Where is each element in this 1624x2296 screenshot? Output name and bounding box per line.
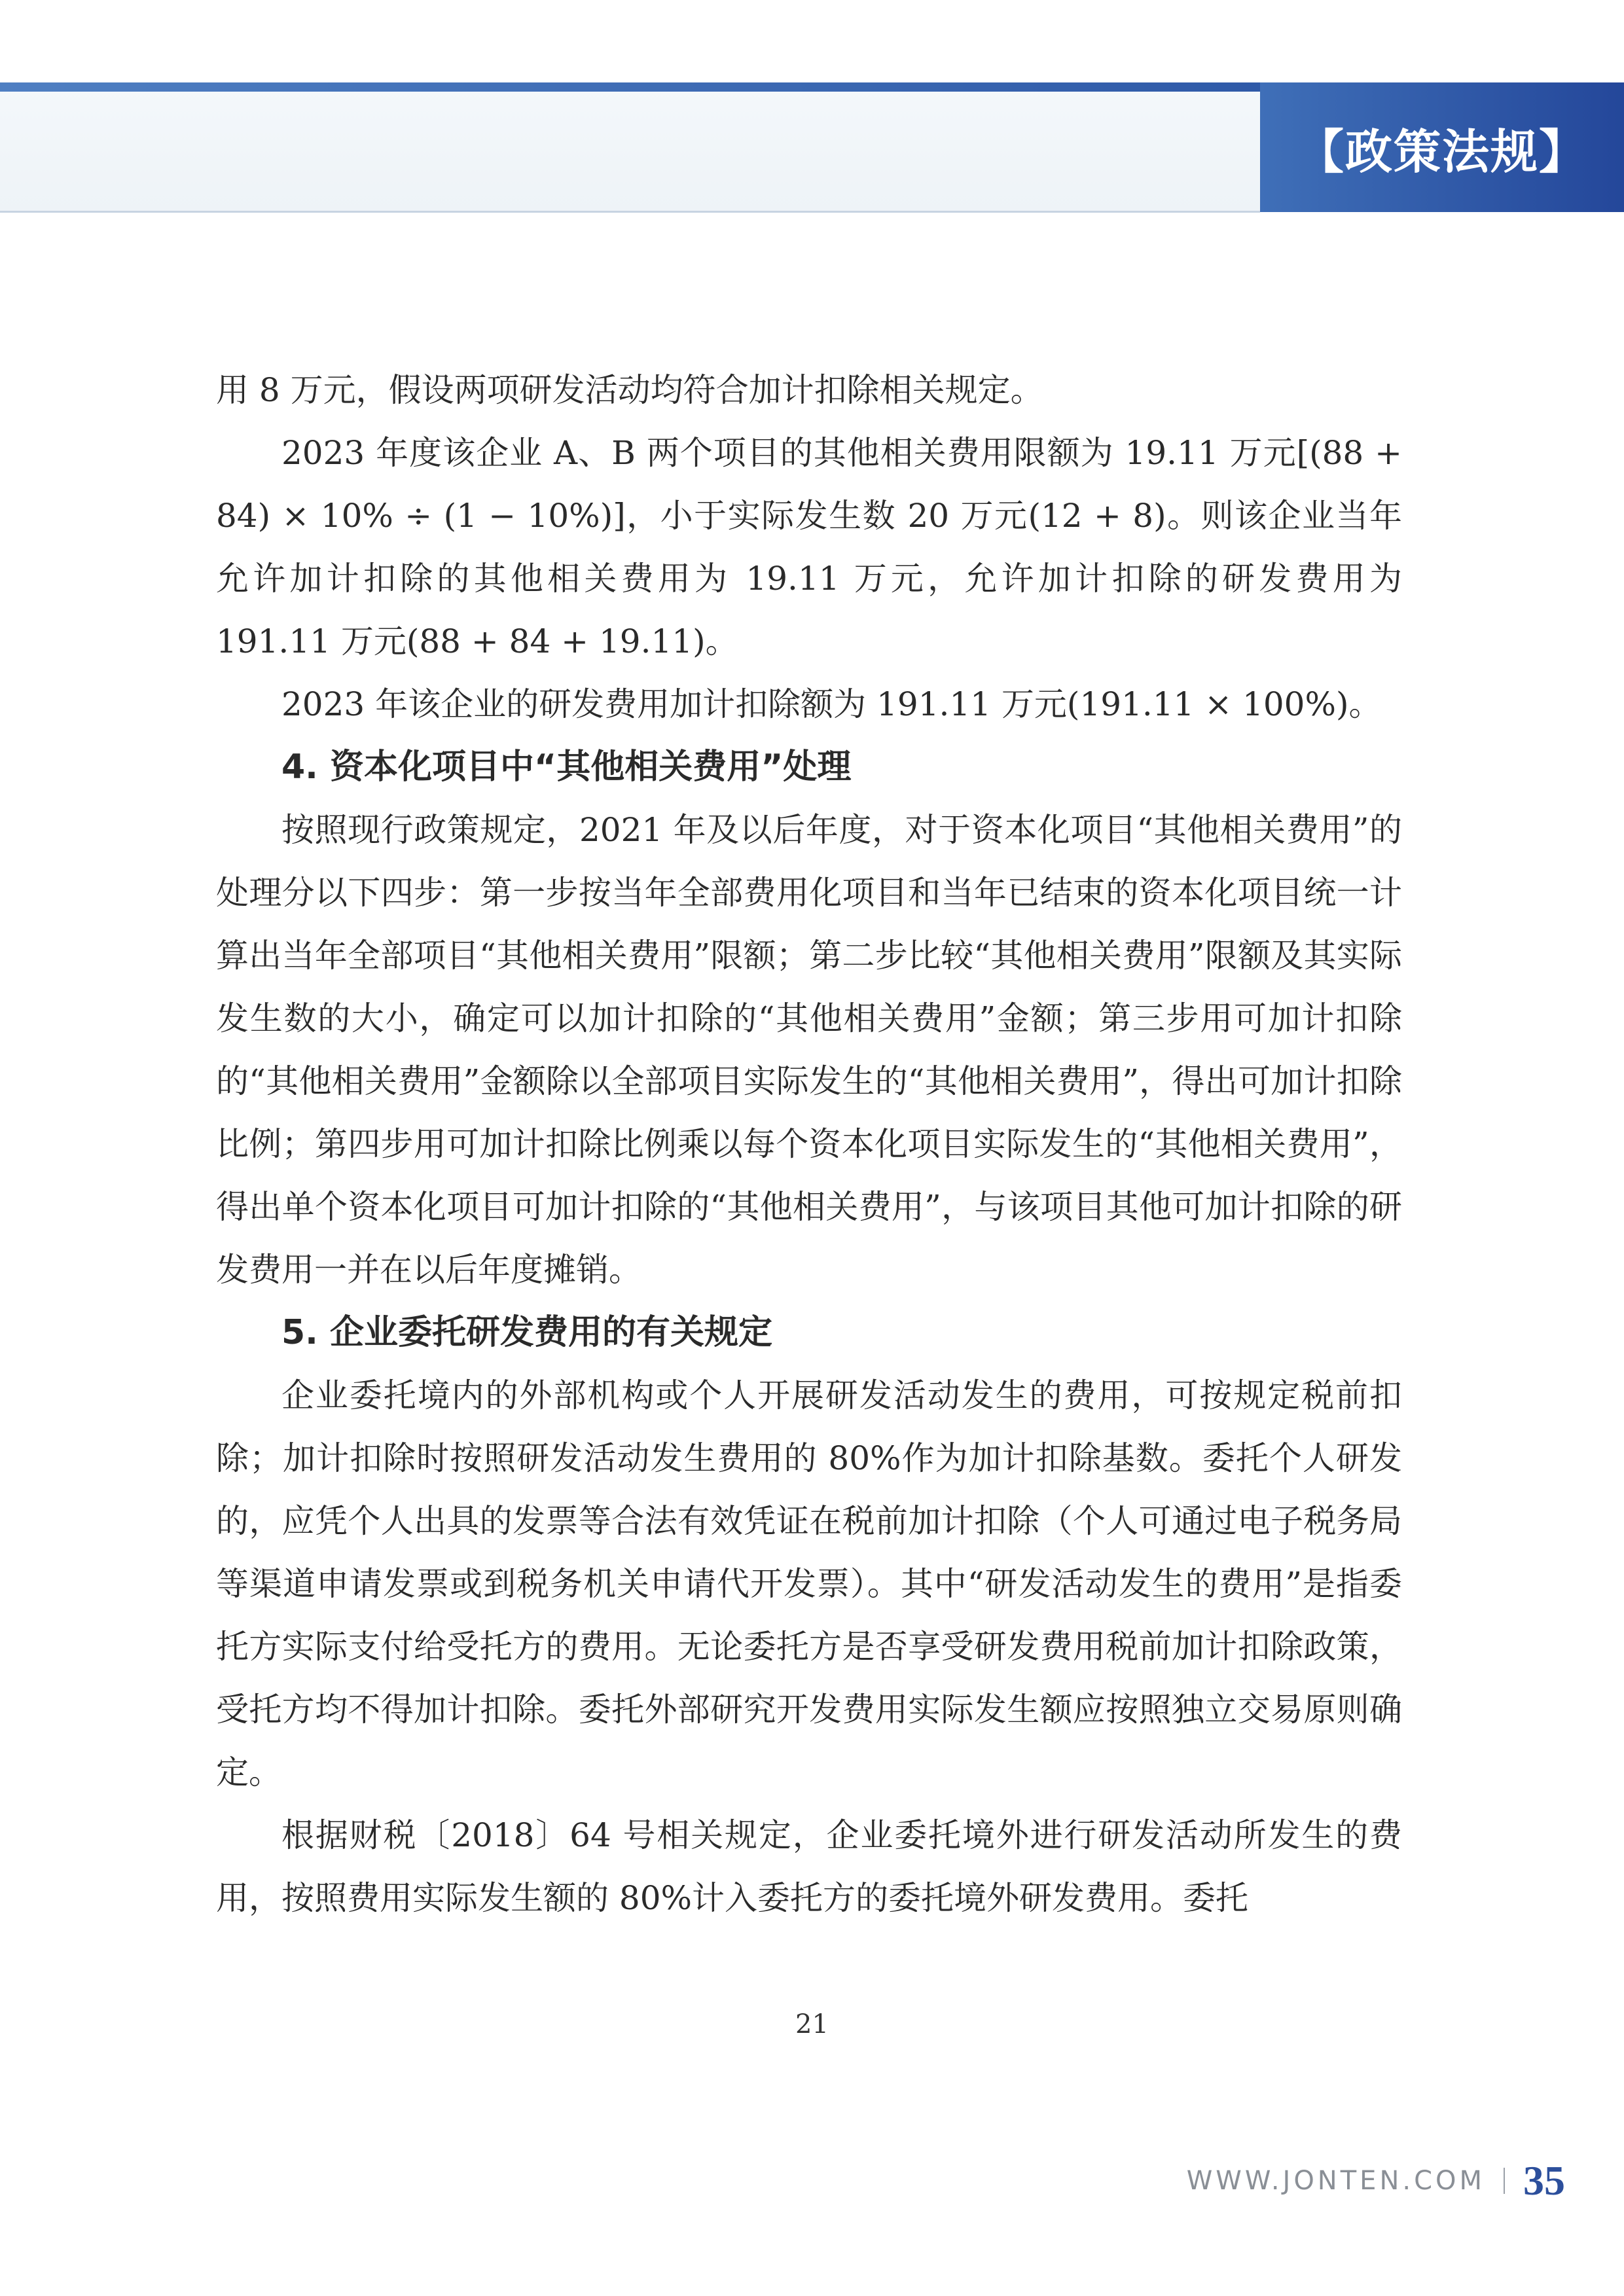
- header-band: [0, 82, 1260, 212]
- header-divider: [0, 211, 1260, 213]
- footer: [1187, 2157, 1565, 2205]
- paragraph: 2023 年度该企业 A、B 两个项目的其他相关费用限额为 19.11 万元[(88 + 84) × 10% ÷ (1 − 10%)]，小于实际发生数 20 万元(12 + 8)。则该企业当年允许加计扣除的其他相关费用为 19.11 万元，允许加计扣除的研发费用为 191.11 万元(88 + 84 + 19.11)。: [216, 434, 1402, 660]
- section-heading-5: 5. 企业委托研发费用的有关规定: [281, 1313, 773, 1352]
- section-tag: [1260, 82, 1624, 212]
- folio-number: 35: [1523, 2157, 1565, 2204]
- header-accent-line: [0, 82, 1260, 92]
- website-link[interactable]: WWW.JONTEN.COM: [1186, 2166, 1485, 2196]
- section-tag-label: 【政策法规】: [1296, 124, 1587, 179]
- article-body: [216, 359, 1402, 1929]
- footer-divider: [1504, 2168, 1505, 2194]
- paragraph: 2023 年该企业的研发费用加计扣除额为 191.11 万元(191.11 × 100%)。: [281, 685, 1382, 723]
- inner-page-number: 21: [795, 2009, 829, 2039]
- paragraph: 按照现行政策规定，2021 年及以后年度，对于资本化项目“其他相关费用”的处理分以下四步：第一步按当年全部费用化项目和当年已结束的资本化项目统一计算出当年全部项目“其他相关费用”限额；第二步比较“其他相关费用”限额及其实际发生数的大小，确定可以加计扣除的“其他相关费用”金额；第三步用可加计扣除的“其他相关费用”金额除以全部项目实际发生的“其他相关费用”，得出可加计扣除比例；第四步用可加计扣除比例乘以每个资本化项目实际发生的“其他相关费用”，得出单个资本化项目可加计扣除的“其他相关费用”，与该项目其他可加计扣除的研发费用一并在以后年度摊销。: [216, 811, 1402, 1289]
- paragraph: 用 8 万元，假设两项研发活动均符合加计扣除相关规定。: [216, 371, 1043, 409]
- paragraph: 根据财税〔2018〕64 号相关规定，企业委托境外进行研发活动所发生的费用，按照费用实际发生额的 80%计入委托方的委托境外研发费用。委托: [216, 1816, 1402, 1917]
- paragraph: 企业委托境内的外部机构或个人开展研发活动发生的费用，可按规定税前扣除；加计扣除时按照研发活动发生费用的 80%作为加计扣除基数。委托个人研发的，应凭个人出具的发票等合法有效凭证在税前加计扣除（个人可通过电子税务局等渠道申请发票或到税务机关申请代开发票）。其中“研发活动发生的费用”是指委托方实际支付给受托方的费用。无论委托方是否享受研发费用税前加计扣除政策，受托方均不得加计扣除。委托外部研究开发费用实际发生额应按照独立交易原则确定。: [216, 1376, 1402, 1791]
- section-heading-4: 4. 资本化项目中“其他相关费用”处理: [281, 747, 852, 787]
